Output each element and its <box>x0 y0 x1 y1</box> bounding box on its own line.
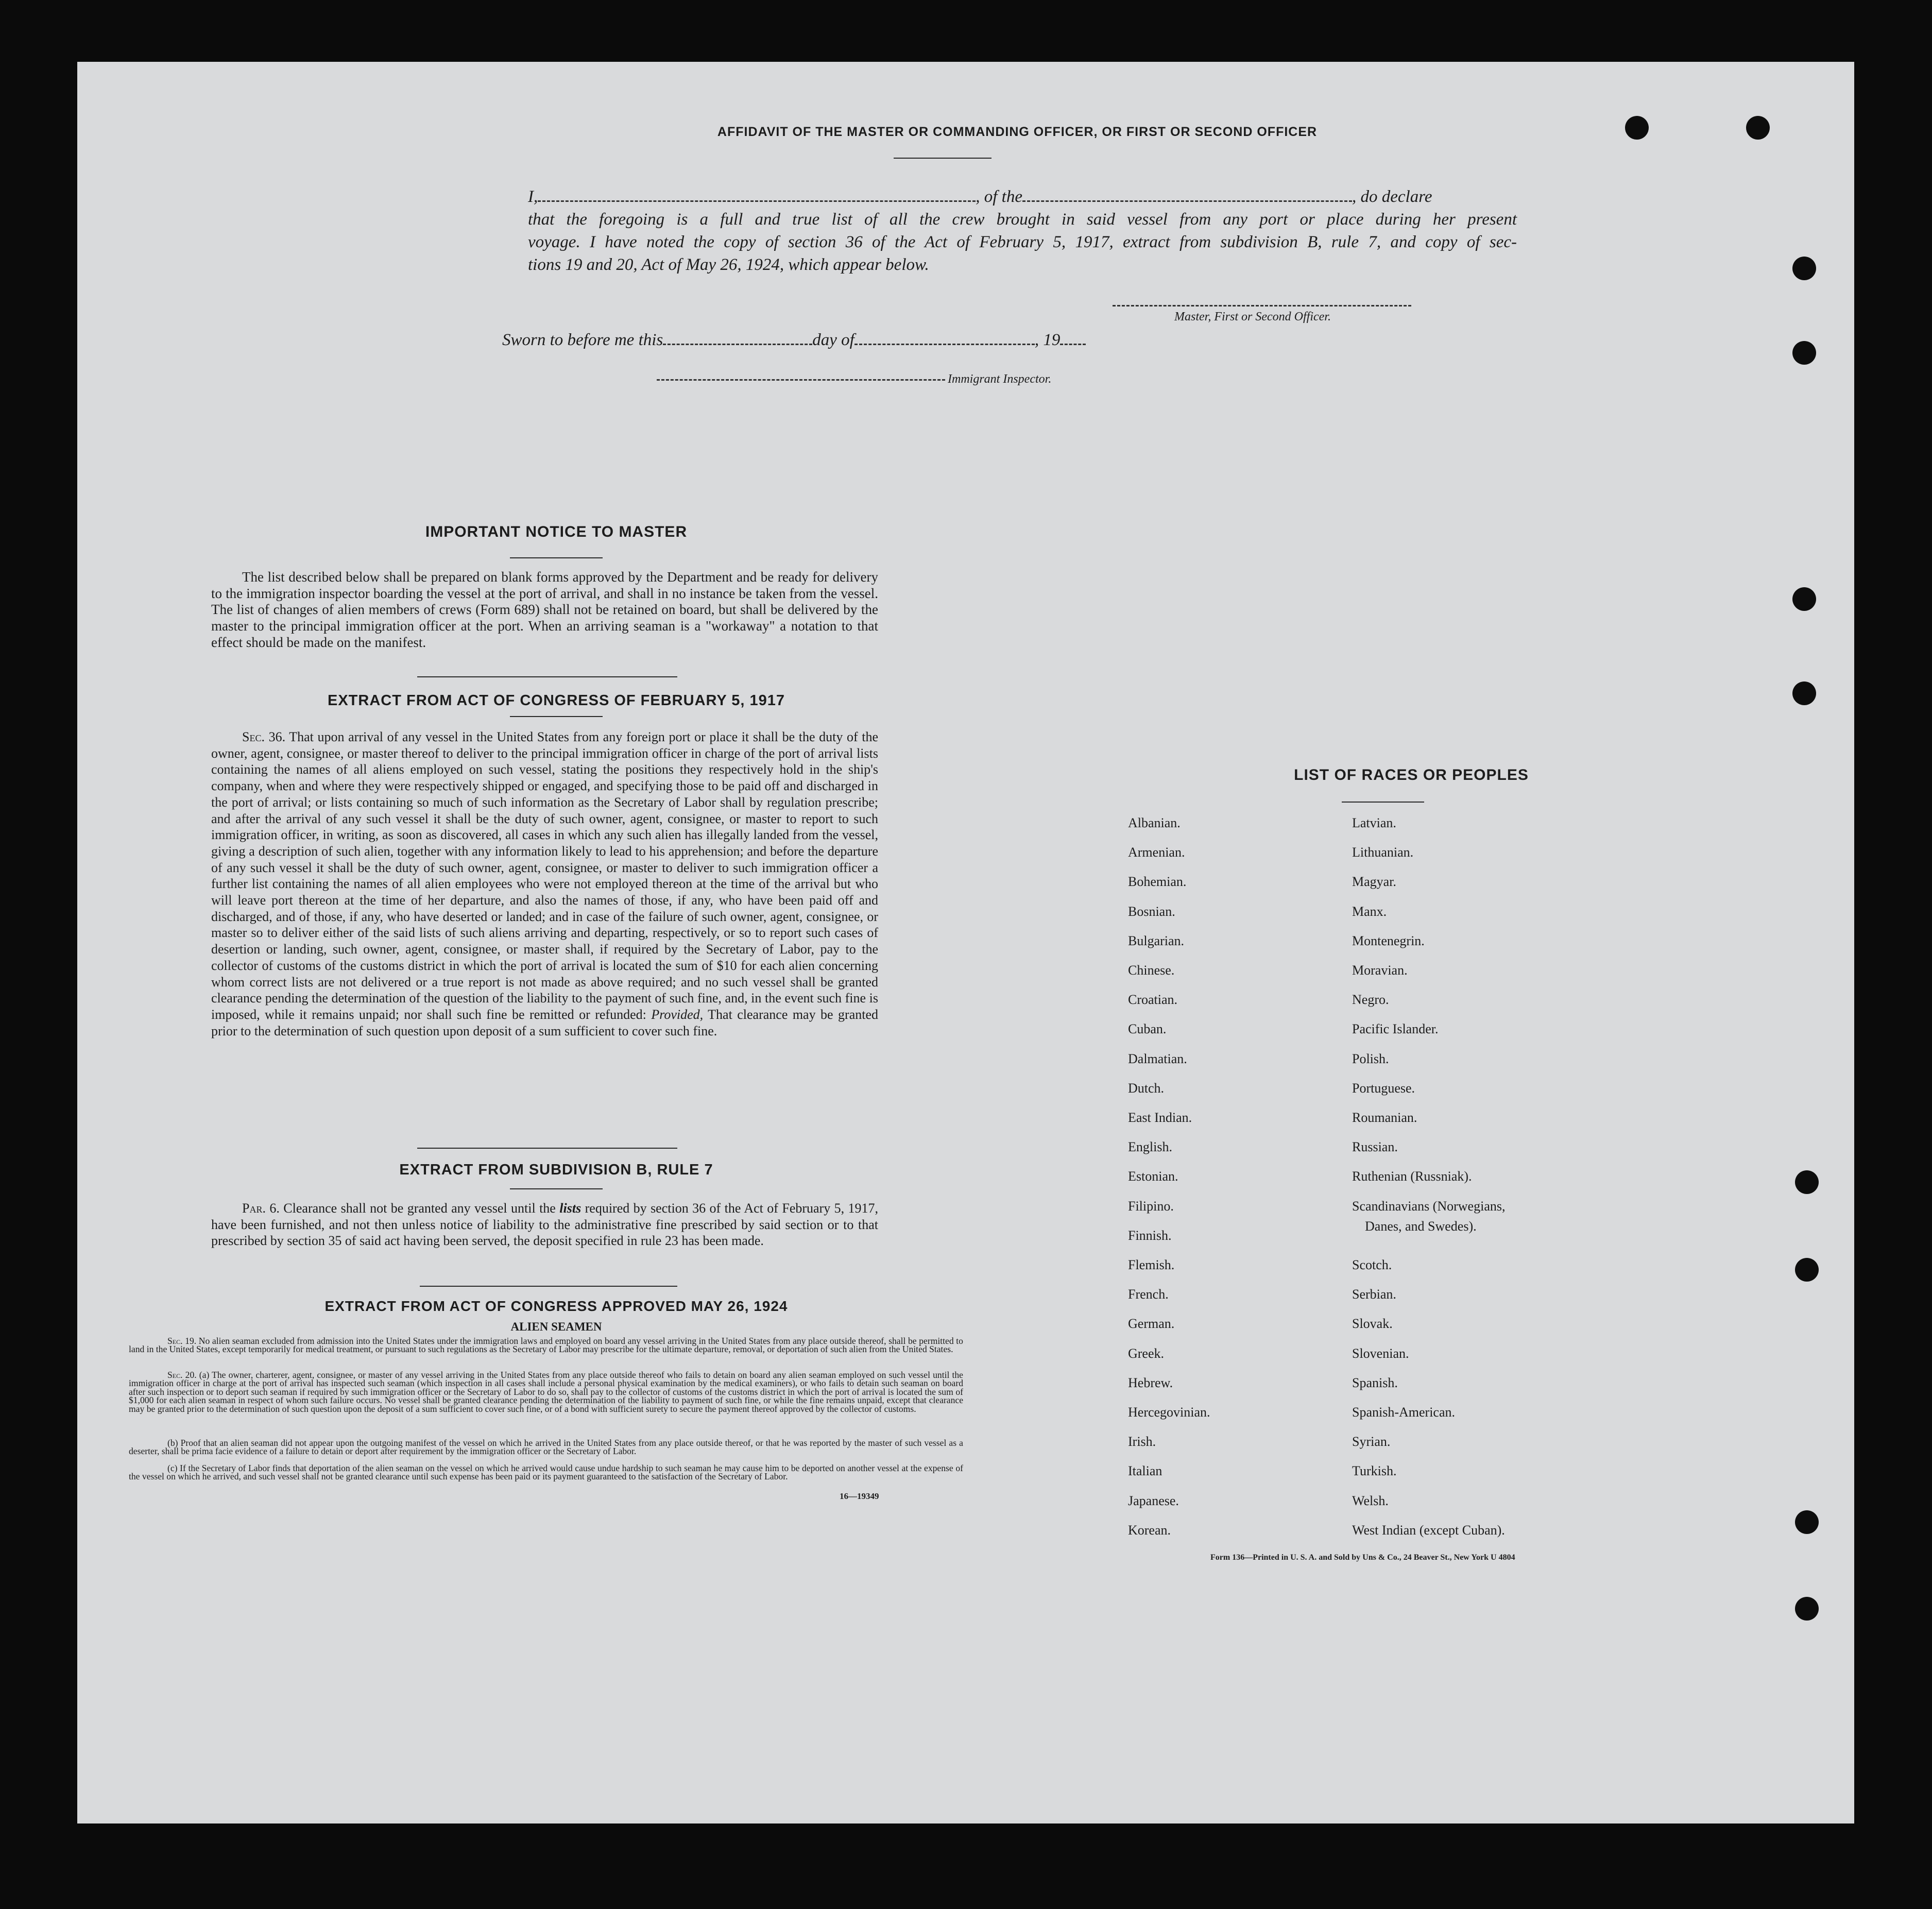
alien-seamen-subtitle: ALIEN SEAMEN <box>510 1320 602 1333</box>
race-item: Hebrew. <box>1128 1375 1173 1390</box>
race-item: Ruthenian (Russniak). <box>1352 1169 1472 1184</box>
sec-19-body: No alien seaman excluded from admission into the United States under the immigration laws and employed on board any vessel arriving in the United States from any place outside thereof, shall be permitted to land in the United States, except temporarily for medical treatment, or pursuant to such regulations as the Secretary of Labor may prescribe for the ultimate departure, removal, or deportation of such alien from the United States. <box>129 1336 963 1355</box>
form-footer: Form 136—Printed in U. S. A. and Sold by Uns & Co., 24 Beaver St., New York U 4804 <box>1210 1553 1515 1562</box>
race-item: Armenian. <box>1128 845 1185 860</box>
notice-underline <box>510 557 603 558</box>
divider-1 <box>417 676 677 677</box>
race-item: Greek. <box>1128 1346 1165 1361</box>
race-item: Moravian. <box>1352 963 1408 978</box>
race-item: German. <box>1128 1316 1175 1331</box>
sec-19-text <box>129 1337 963 1354</box>
title-underline <box>894 158 991 159</box>
race-item-scandinavians-cont: Danes, and Swedes). <box>1365 1219 1477 1234</box>
race-item: Negro. <box>1352 992 1389 1007</box>
notice-text: The list described below shall be prepared on blank forms approved by the Department and be ready for delivery to the immigration inspector boarding the vessel at the port of arrival, and shall in no instance be taken from the vessel. The list of changes of alien members of crews (Form 689) shall not be retained on board, but shall be delivered by the master to the principal immigration officer at the port. When an arriving seaman is a "workaway" a notation to that effect should be made on the manifest. <box>211 569 878 650</box>
race-item: Croatian. <box>1128 992 1178 1007</box>
sec-36-body: That upon arrival of any vessel in the United States from any foreign port or place it shall be the duty of the owner, agent, consignee, or master thereof to deliver to the principal immigration officer in charge of the port of arrival lists containing the names of all aliens employed on such vessel, stating the positions they respectively hold in the ship's company, when and where they were respectively shipped or engaged, and specifying those to be paid off and discharged in the port of arrival; or lists containing so much of such information as the Secretary of Labor shall by regulation prescribe; and after the arrival of any such vessel it shall be the duty of such owner, agent, consignee, or master to report to such immigration officer, in writing, as soon as discovered, all cases in which any such alien has illegally landed from the vessel, giving a description of such alien, together with any information likely to lead to his apprehension; and before the departure of any such vessel it shall be the duty of such owner, agent, consignee, or master to deliver to such immigration officer a further list containing the names of all alien employees who were not employed thereon at the time of the arrival but who will leave port thereon at the time of her departure, and also the names of those, if any, who have been paid off and discharged, and of those, if any, who have deserted or landed; and in case of the failure of such owner, agent, consignee, or master so to deliver either of the said lists of such aliens arriving and departing, respectively, or so to report such cases of desertion or landing, such owner, agent, consignee, or master shall, if required by the Secretary of Labor, pay to the collector of customs of the customs district in which the port of arrival is located the sum of $10 for each alien concerning whom correct lists are not delivered or a true report is not made as above required; and no such vessel shall be granted clearance pending the determination of the question of the liability to the payment of such fine, and, in the event such fine is imposed, while it remains unpaid; nor shall such fine be remitted or refunded: <box>211 729 879 1022</box>
binder-hole <box>1795 1510 1819 1534</box>
name-field[interactable] <box>538 195 976 202</box>
notice-title: IMPORTANT NOTICE TO MASTER <box>425 523 688 540</box>
race-item: Filipino. <box>1128 1199 1174 1214</box>
inspector-signature-field[interactable] <box>657 374 945 381</box>
race-item: Bohemian. <box>1128 874 1187 889</box>
race-item: Polish. <box>1352 1051 1389 1066</box>
form-code: 16—19349 <box>840 1491 879 1501</box>
race-item: Pacific Islander. <box>1352 1021 1439 1036</box>
affidavit-i: I, <box>528 188 538 206</box>
document-page <box>77 62 1854 1823</box>
extract-1917-title: EXTRACT FROM ACT OF CONGRESS OF FEBRUARY 5, 1917 <box>327 692 785 709</box>
divider-2 <box>417 1148 677 1149</box>
race-item: Spanish. <box>1352 1375 1398 1390</box>
race-item: Japanese. <box>1128 1493 1179 1508</box>
master-signature-field[interactable] <box>1113 300 1411 306</box>
race-item: Irish. <box>1128 1434 1156 1449</box>
provided-word: Provided, <box>651 1007 704 1022</box>
sec-20a-text <box>129 1371 963 1413</box>
sec-20-label: Sec. 20. <box>167 1370 197 1380</box>
affidavit-line-3: voyage. I have noted the copy of section 36 of the Act of February 5, 1917, extract from subdivision B, rule 7, and copy of sec- <box>528 233 1517 251</box>
rule-7-underline <box>510 1188 603 1189</box>
race-item: Russian. <box>1352 1139 1398 1154</box>
race-item: English. <box>1128 1139 1172 1154</box>
race-item: Spanish-American. <box>1352 1405 1456 1420</box>
day-of-text: day of <box>812 331 854 349</box>
binder-hole <box>1792 587 1816 611</box>
par-6-label: Par. 6. <box>242 1201 280 1216</box>
race-item: Syrian. <box>1352 1434 1391 1449</box>
rule-7-body-b: required by section 36 of the Act of February 5, 1917, have been furnished, and not then unless notice of liability to the administrative fine prescribed by said section or to that prescribed by section 35 of said act having been served, the deposit specified in rule 23 has been made. <box>211 1201 879 1249</box>
divider-3 <box>420 1286 677 1287</box>
sworn-month-field[interactable] <box>854 338 1035 345</box>
binder-hole <box>1795 1258 1819 1282</box>
race-item: Dutch. <box>1128 1081 1165 1096</box>
sworn-text: Sworn to before me this <box>502 331 663 349</box>
binder-hole <box>1625 116 1649 140</box>
affidavit-line-2: that the foregoing is a full and true list of all the crew brought in said vessel from any port or place during her present <box>528 210 1517 229</box>
sec-20a-body: (a) The owner, charterer, agent, consignee, or master of any vessel arriving in the United States from any place outside thereof who fails to detain on board any alien seaman employed on such vessel until the immigration officer in charge at the port of arrival has inspected such seaman (which inspection in all cases shall include a personal physical examination by the medical examiners), or who fails to detain such seaman on board after such inspection or to deport such seaman if required by such immigration officer or the Secretary of Labor to do so, shall pay to the collector of customs of the customs district in which the port of arrival is located the sum of $1,000 for each alien seaman in respect of whom such failure occurs. No vessel shall be granted clearance pending the determination of the liability to payment of such fine, or while the fine remains unpaid, except that clearance may be granted prior to the determination of such question upon the deposit of a sum sufficient to cover such fine, or of a bond with sufficient surety to secure the payment thereof approved by the collector of customs. <box>129 1370 963 1414</box>
binder-hole <box>1746 116 1770 140</box>
extract-1917-underline <box>510 716 603 717</box>
race-item: Italian <box>1128 1463 1162 1478</box>
race-item: Roumanian. <box>1352 1110 1417 1125</box>
binder-hole <box>1792 341 1816 365</box>
binder-hole <box>1795 1170 1819 1194</box>
race-item: Slovenian. <box>1352 1346 1409 1361</box>
race-item: Montenegrin. <box>1352 933 1425 948</box>
sworn-year-field[interactable] <box>1060 338 1086 345</box>
extract-1924-title: EXTRACT FROM ACT OF CONGRESS APPROVED MAY 26, 1924 <box>324 1298 788 1314</box>
lists-word: lists <box>559 1201 582 1216</box>
race-item: Manx. <box>1352 904 1387 919</box>
race-item: Estonian. <box>1128 1169 1178 1184</box>
race-item: Portuguese. <box>1352 1081 1415 1096</box>
sec-36-end: That clearance may be granted prior to the determination of such question upon deposit of a sum sufficient to cover such fine. <box>211 1007 879 1038</box>
sec-36-text <box>211 729 878 1039</box>
race-item: Latvian. <box>1352 815 1396 830</box>
master-label: Master, First or Second Officer. <box>1174 310 1331 323</box>
year-text: , 19 <box>1034 331 1061 349</box>
affidavit-title: AFFIDAVIT OF THE MASTER OR COMMANDING OFFICER, OR FIRST OR SECOND OFFICER <box>717 125 1318 139</box>
race-item: Magyar. <box>1352 874 1396 889</box>
race-item: Finnish. <box>1128 1228 1172 1243</box>
sec-20c-text: (c) If the Secretary of Labor finds that deportation of the alien seaman on the vessel on which he arrived would cause undue hardship to such seaman he may cause him to be deported on another vessel at the expense of the vessel on which he arrived, and such vessel shall not be granted clearance until such expense has been paid or its payment guaranteed to the satisfaction of the Secretary of Labor. <box>129 1463 963 1482</box>
race-item: West Indian (except Cuban). <box>1352 1523 1505 1538</box>
races-title: LIST OF RACES OR PEOPLES <box>1294 766 1529 783</box>
binder-hole <box>1795 1597 1819 1621</box>
affidavit-of-the: , of the <box>976 188 1022 206</box>
race-item: Korean. <box>1128 1523 1171 1538</box>
affidavit-declare: , do declare <box>1352 188 1432 206</box>
race-item: Cuban. <box>1128 1021 1167 1036</box>
sworn-day-field[interactable] <box>663 338 812 345</box>
race-item: Slovak. <box>1352 1316 1393 1331</box>
sec-20b-text: (b) Proof that an alien seaman did not appear upon the outgoing manifest of the vessel on which he arrived in the United States from any place outside thereof, or that he was reported by the master of such vessel as a deserter, shall be prima facie evidence of a failure to detain or deport after requirement by the immigration officer or the Secretary of Labor. <box>129 1438 963 1457</box>
race-item: Scotch. <box>1352 1257 1392 1272</box>
race-item: Flemish. <box>1128 1257 1175 1272</box>
binder-hole <box>1792 681 1816 705</box>
race-item: Hercegovinian. <box>1128 1405 1210 1420</box>
race-item: Dalmatian. <box>1128 1051 1187 1066</box>
race-item: Albanian. <box>1128 815 1181 830</box>
sec-36-label: Sec. 36. <box>242 729 286 744</box>
race-item: French. <box>1128 1287 1169 1302</box>
races-underline <box>1342 802 1424 803</box>
affidavit-line-4: tions 19 and 20, Act of May 26, 1924, which appear below. <box>528 255 929 274</box>
race-item: East Indian. <box>1128 1110 1192 1125</box>
sec-19-label: Sec. 19. <box>167 1336 197 1346</box>
rule-7-body-a: Clearance shall not be granted any vessel until the <box>283 1201 556 1216</box>
affidavit-line-1 <box>528 185 1517 208</box>
race-item: Scandinavians (Norwegians, <box>1352 1199 1506 1214</box>
race-item: Bulgarian. <box>1128 933 1185 948</box>
rule-7-title: EXTRACT FROM SUBDIVISION B, RULE 7 <box>399 1162 713 1178</box>
binder-hole <box>1792 257 1816 280</box>
race-item: Lithuanian. <box>1352 845 1414 860</box>
race-item: Turkish. <box>1352 1463 1397 1478</box>
vessel-field[interactable] <box>1022 195 1352 202</box>
race-item: Serbian. <box>1352 1287 1396 1302</box>
race-item: Welsh. <box>1352 1493 1389 1508</box>
race-item: Bosnian. <box>1128 904 1175 919</box>
rule-7-text <box>211 1200 878 1249</box>
sworn-line <box>502 329 1491 351</box>
race-item: Chinese. <box>1128 963 1175 978</box>
inspector-label: Immigrant Inspector. <box>948 372 1052 386</box>
